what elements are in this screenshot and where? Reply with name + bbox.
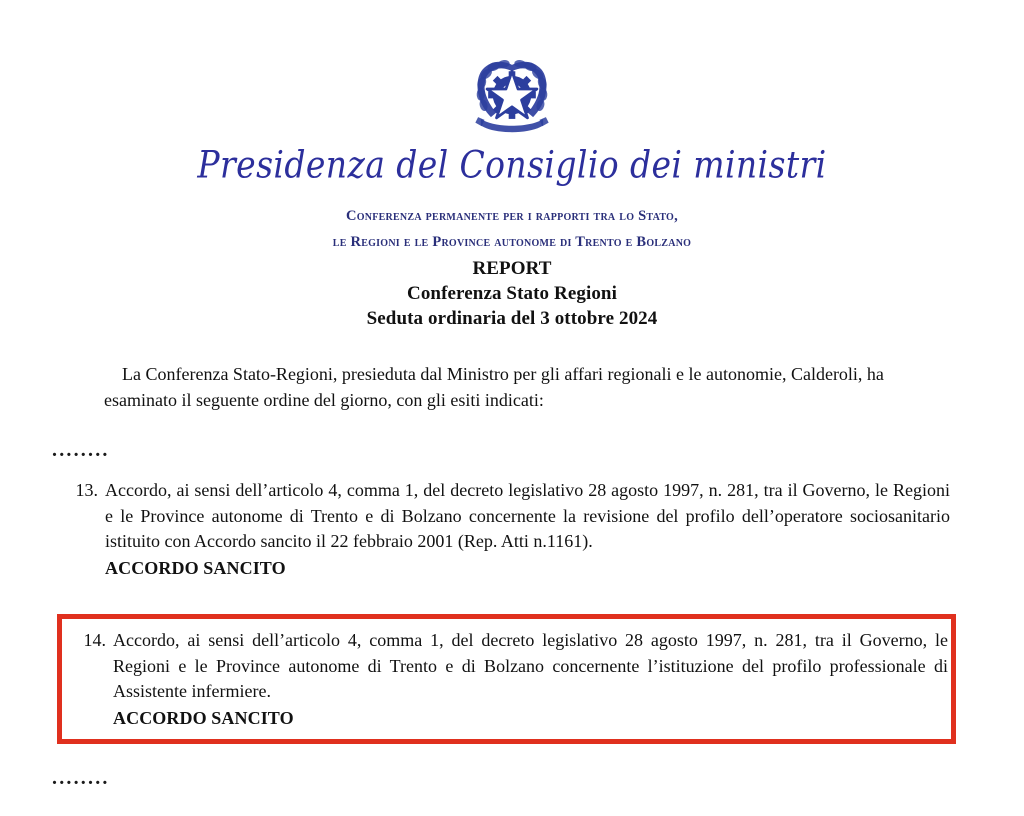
title-line-session: Seduta ordinaria del 3 ottobre 2024	[366, 308, 658, 330]
institution-script-title: Presidenza del Consiglio dei ministri	[197, 142, 827, 187]
emblem-container	[0, 52, 1024, 140]
highlight-box-item-14	[57, 614, 956, 744]
title-line-report: REPORT	[472, 258, 552, 279]
page-title	[0, 256, 1024, 331]
intro-paragraph: La Conferenza Stato-Regioni, presieduta dal Ministro per gli affari regionali e le autonomie, Calderoli, ha esaminato il seguente ordine del giorno, con gli esiti indicati:	[104, 364, 884, 410]
agenda-item-14-text	[113, 628, 948, 731]
agenda-item-14	[70, 628, 948, 731]
institution-subtitle	[0, 203, 1024, 257]
separator-ellipsis-top: ........	[52, 439, 110, 461]
agenda-item-13-body	[62, 478, 950, 581]
separator-ellipsis-bottom: ........	[52, 767, 110, 789]
agenda-item-14-body	[70, 628, 948, 731]
agenda-item-13-text	[105, 478, 950, 581]
agenda-item-13	[62, 478, 950, 581]
agenda-item-13-number: 13.	[75, 480, 98, 500]
agenda-item-13-outcome: ACCORDO SANCITO	[105, 557, 286, 578]
italian-republic-emblem-icon	[466, 52, 558, 140]
subtitle-line-2: le Regioni e le Province autonome di Trento e Bolzano	[332, 234, 692, 251]
subtitle-line-1: Conferenza permanente per i rapporti tra lo Stato,	[346, 207, 678, 224]
title-line-conference: Conferenza Stato Regioni	[407, 283, 617, 305]
letterhead	[0, 0, 1024, 256]
agenda-item-13-description: Accordo, ai sensi dell’articolo 4, comma 1, del decreto legislativo 28 agosto 1997, n. 281, tra il Governo, le Regioni e le Province autonome di Trento e di Bolzano concernente la revisione del profilo dell’operatore sociosanitario istituito con Accordo sancito il 22 febbraio 2001 (Rep. Atti n.1161).	[105, 480, 950, 552]
agenda-item-14-outcome: ACCORDO SANCITO	[113, 707, 294, 728]
agenda-item-14-description: Accordo, ai sensi dell’articolo 4, comma 1, del decreto legislativo 28 agosto 1997, n. 281, tra il Governo, le Regioni e le Province autonome di Trento e di Bolzano concernente l’istituzione del profilo professionale di Assistente infermiere.	[113, 630, 948, 702]
agenda-item-14-number: 14.	[83, 630, 106, 650]
